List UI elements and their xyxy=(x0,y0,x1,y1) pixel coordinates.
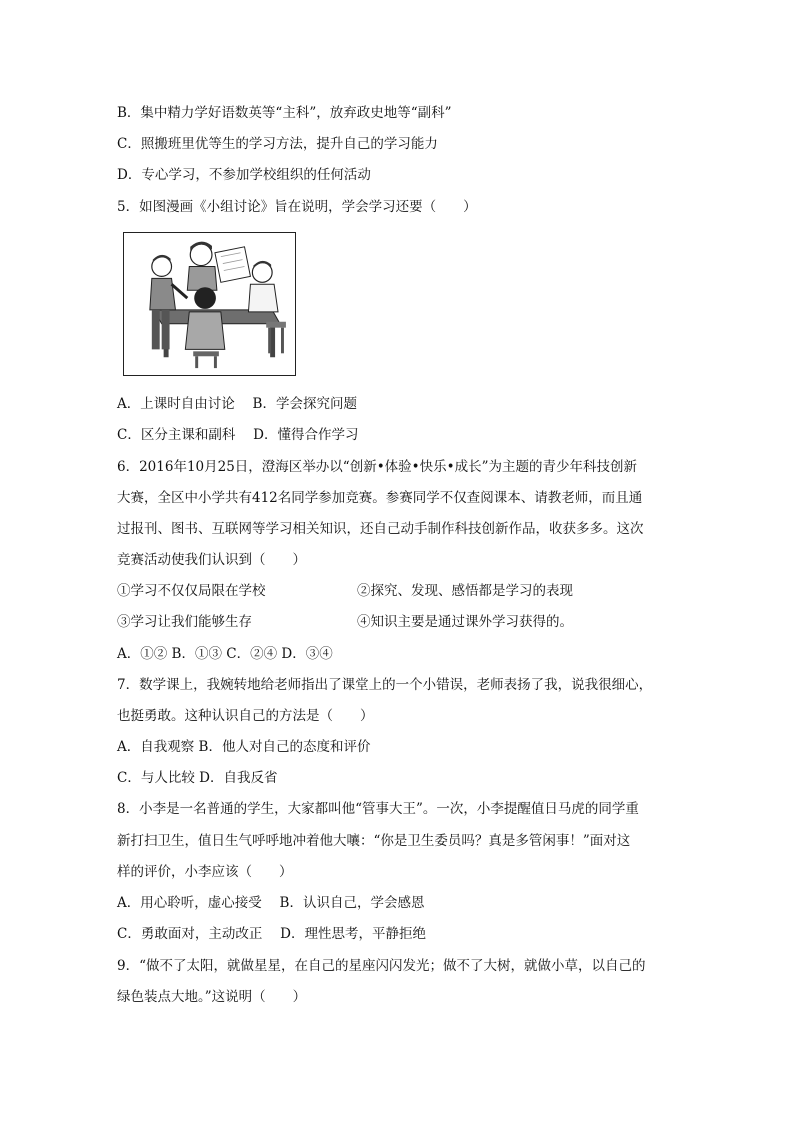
question-6-line-2: 大赛，全区中小学共有412名同学参加竞赛。参赛同学不仅查阅课本、请教老师，而且通 xyxy=(117,490,643,506)
question-5: 5．如图漫画《小组讨论》旨在说明，学会学习还要（ ） xyxy=(117,199,477,215)
question-6-option-3: ③学习让我们能够生存 xyxy=(117,614,252,630)
question-7-options-cd: C．与人比较 D．自我反省 xyxy=(117,770,278,786)
question-6-option-2: ②探究、发现、感悟都是学习的表现 xyxy=(357,583,573,599)
question-5-options-cd: C．区分主课和副科 D．懂得合作学习 xyxy=(117,427,359,443)
option-c-text: C．照搬班里优等生的学习方法，提升自己的学习能力 xyxy=(117,136,438,152)
question-8-line-1: 8．小李是一名普通的学生，大家都叫他“管事大王”。一次，小李提醒值日马虎的同学重 xyxy=(117,801,639,817)
question-6-option-4: ④知识主要是通过课外学习获得的。 xyxy=(357,614,573,630)
question-6-line-1: 6．2016年10月25日，澄海区举办以“创新•体验•快乐•成长”为主题的青少年科技创新 xyxy=(117,459,637,475)
cartoon-illustration xyxy=(124,233,295,375)
question-9-line-1: 9．“做不了太阳，就做星星，在自己的星座闪闪发光；做不了大树，就做小草，以自己的 xyxy=(117,958,646,974)
question-8-line-2: 新打扫卫生，值日生气呼呼地冲着他大嚷：“你是卫生委员吗？真是多管闲事！”面对这 xyxy=(117,833,631,849)
question-8-options-cd: C．勇敢面对，主动改正 D．理性思考，平静拒绝 xyxy=(117,926,426,942)
question-5-options-ab: A．上课时自由讨论 B．学会探究问题 xyxy=(117,396,357,412)
option-b-text: B．集中精力学好语数英等“主科”，放弃政史地等“副科” xyxy=(117,105,452,121)
question-6-option-1: ①学习不仅仅局限在学校 xyxy=(117,583,266,599)
option-d-text: D．专心学习，不参加学校组织的任何活动 xyxy=(117,167,371,183)
question-8-options-ab: A．用心聆听，虚心接受 B．认识自己，学会感恩 xyxy=(117,895,425,911)
question-8-line-3: 样的评价，小李应该（ ） xyxy=(117,864,293,880)
question-6-line-4: 竞赛活动使我们认识到（ ） xyxy=(117,552,306,568)
group-discussion-cartoon xyxy=(123,232,296,376)
question-7-line-2: 也挺勇敢。这种认识自己的方法是（ ） xyxy=(117,708,374,724)
question-6-answers: A．①② B．①③ C．②④ D．③④ xyxy=(117,646,333,662)
question-9-line-2: 绿色装点大地。”这说明（ ） xyxy=(117,989,307,1005)
question-6-line-3: 过报刊、图书、互联网等学习相关知识，还自己动手制作科技创新作品，收获多多。这次 xyxy=(117,521,644,537)
question-7-options-ab: A．自我观察 B．他人对自己的态度和评价 xyxy=(117,739,371,755)
question-7-line-1: 7．数学课上，我婉转地给老师指出了课堂上的一个小错误，老师表扬了我，说我很细心， xyxy=(117,677,653,693)
